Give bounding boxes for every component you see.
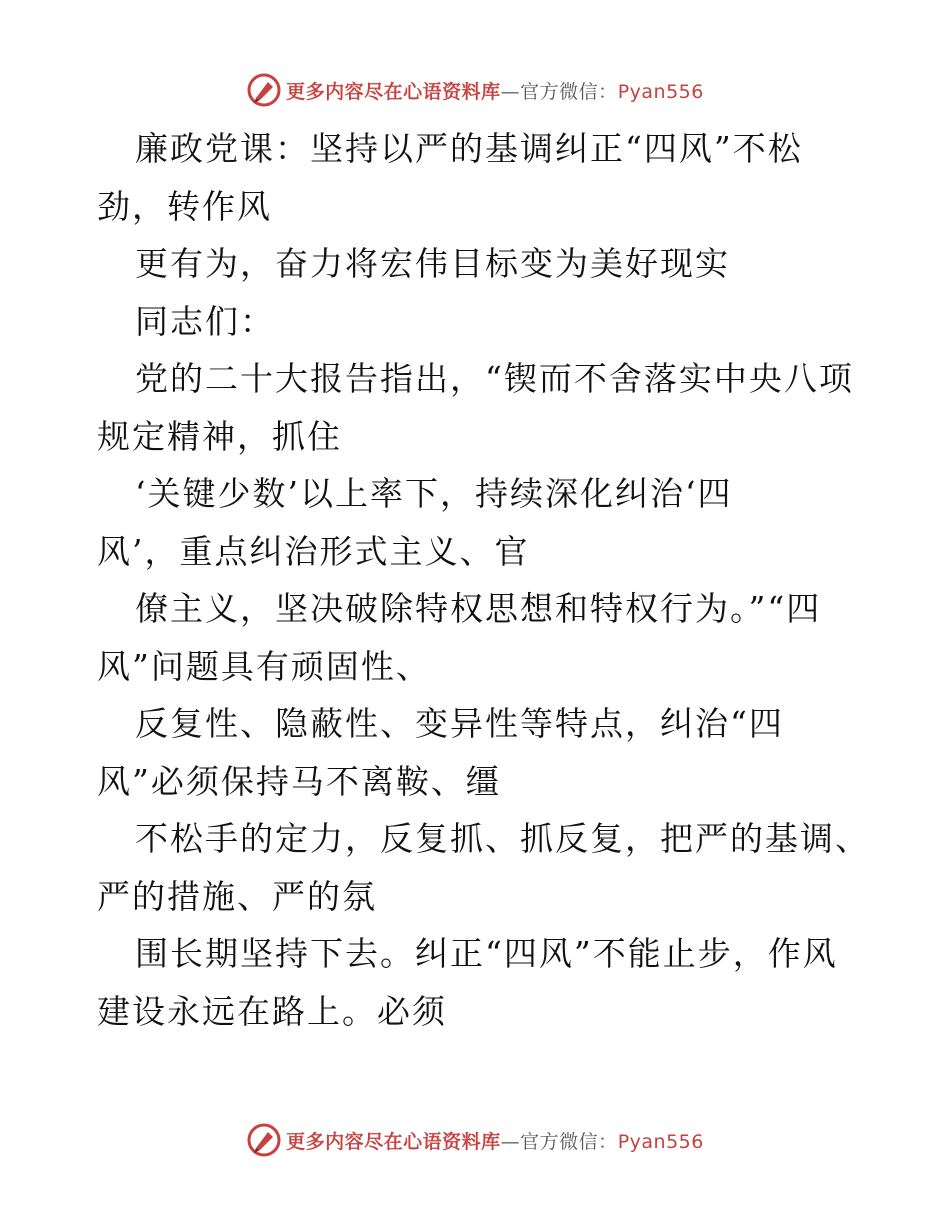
doc-paragraph-line: ‘关键少数’以上率下，持续深化纠治‘四 [135,474,733,513]
doc-salutation: 同志们： [135,301,275,341]
doc-paragraph-line: 党的二十大报告指出，“锲而不舍落实中央八项 [135,359,854,398]
doc-paragraph-line: 风’，重点纠治形式主义、官 [97,531,530,571]
doc-paragraph-line: 严的措施、严的氛 [97,876,377,916]
header-banner-text [286,77,704,104]
doc-paragraph-line: 不松手的定力，反复抓、抓反复，把严的基调、 [135,819,870,858]
doc-paragraph-line: 围长期坚持下去。纠正“四风”不能止步，作风 [135,934,838,973]
doc-title-line-1: 廉政党课：坚持以严的基调纠正“四风”不松 [135,129,803,168]
footer-banner [0,1118,950,1162]
doc-subtitle-line: 更有为，奋力将宏伟目标变为美好现实 [135,244,730,283]
doc-paragraph-line: 风”必须保持马不离鞍、缰 [97,761,501,801]
banner-label: 官方微信： [520,80,618,103]
pen-nib-logo-icon [246,1122,282,1158]
header-banner [0,68,950,112]
document-body [97,120,870,1040]
pen-nib-logo-icon [246,72,282,108]
banner-separator: — [500,1130,521,1153]
banner-account: Pyan556 [617,1130,704,1153]
doc-paragraph-line: 风”问题具有顽固性、 [97,646,431,686]
doc-paragraph-line: 规定精神，抓住 [97,416,342,456]
footer-banner-text [286,1127,704,1154]
doc-paragraph-line: 僚主义，坚决破除特权思想和特权行为。”“四 [135,589,822,628]
banner-label: 官方微信： [520,1130,618,1153]
doc-paragraph-line: 反复性、隐蔽性、变异性等特点，纠治“四 [135,704,784,743]
banner-brand: 更多内容尽在心语资料库 [286,1130,501,1153]
banner-separator: — [500,80,521,103]
banner-account: Pyan556 [617,80,704,103]
doc-title-line-2: 劲，转作风 [97,186,272,226]
doc-paragraph-line: 建设永远在路上。必须 [97,991,447,1031]
banner-brand: 更多内容尽在心语资料库 [286,80,501,103]
